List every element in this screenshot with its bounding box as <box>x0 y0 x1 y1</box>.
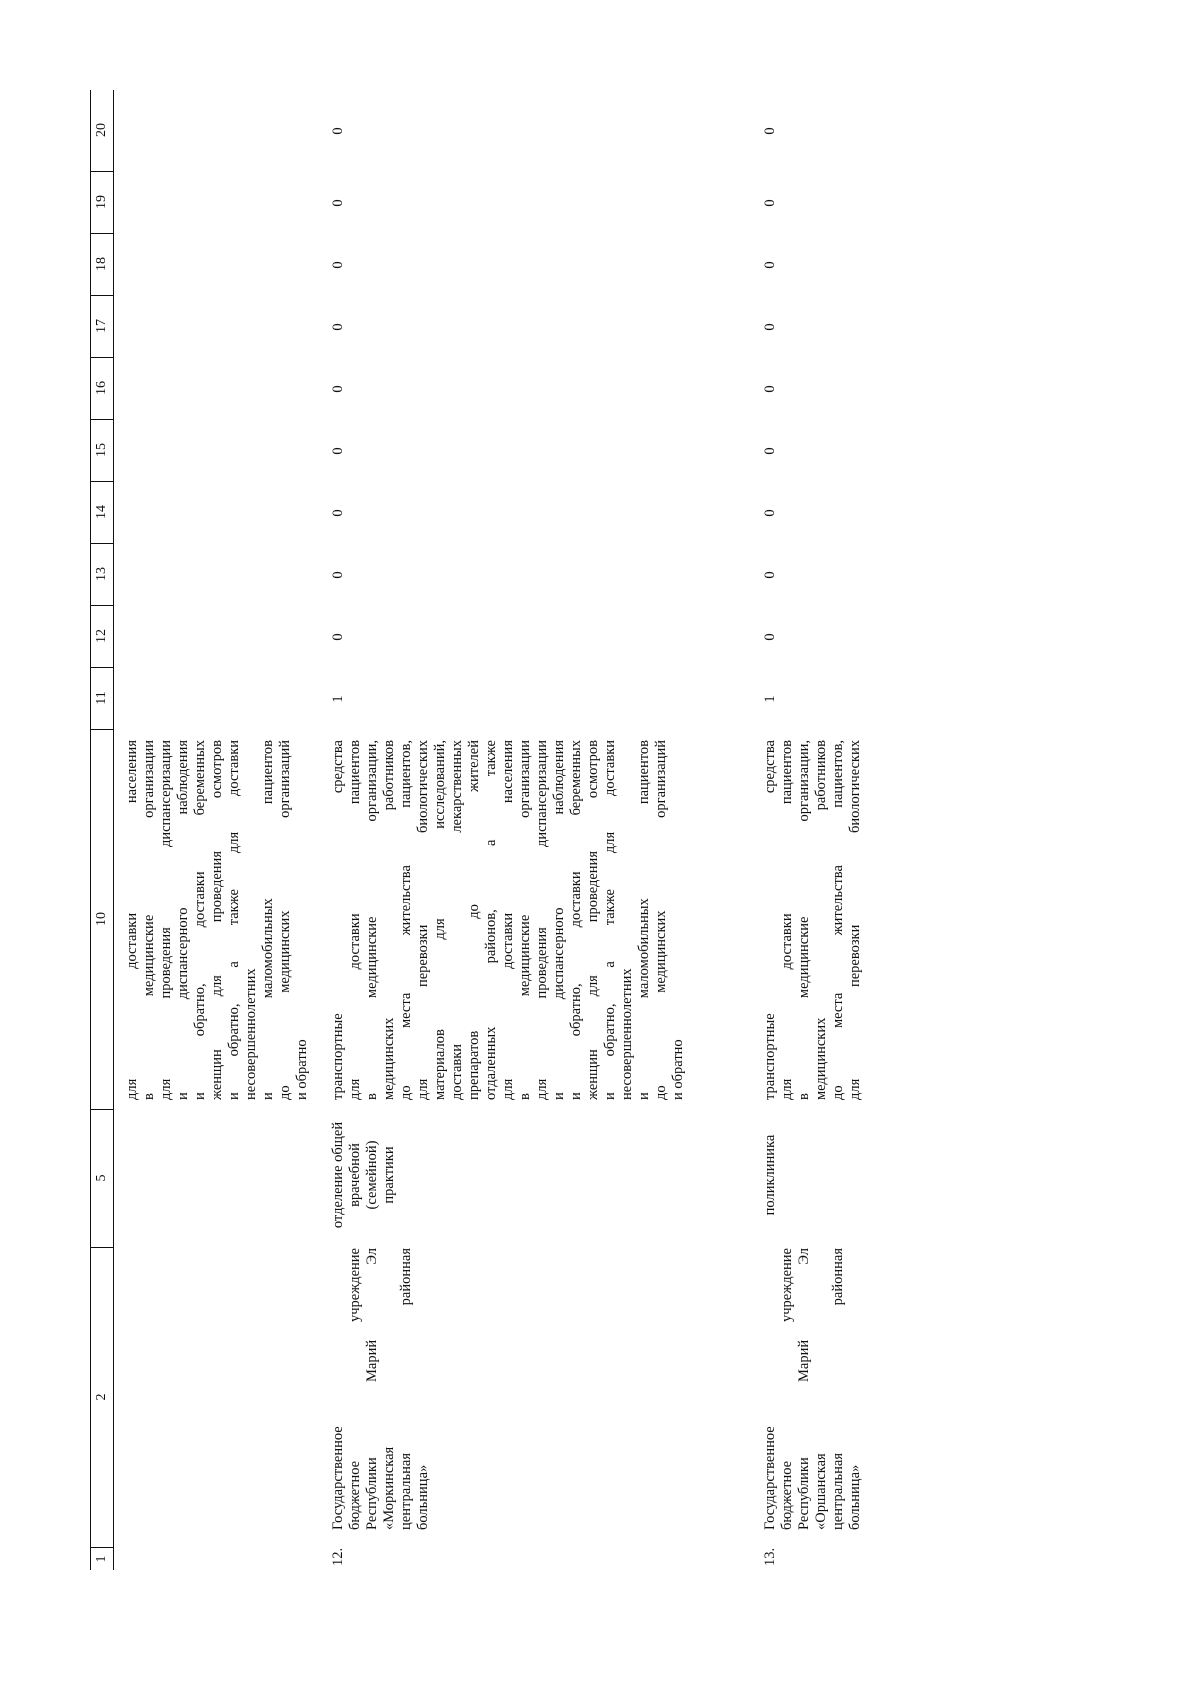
text-line: материалов для исследований, <box>432 740 448 1100</box>
text-line: поликлиника <box>762 1134 778 1216</box>
row-number: 12. <box>330 1547 346 1566</box>
text-line: Республики Марий Эл <box>796 1248 812 1530</box>
text-line: транспортные средства <box>330 740 346 1100</box>
text-line: женщин для проведения осмотров <box>585 740 601 1100</box>
col10-text <box>330 740 687 1100</box>
text-line: для перевозки биологических <box>847 740 863 1100</box>
text-line: практики <box>381 1146 397 1204</box>
value-cell: 0 <box>330 261 346 269</box>
value-cells <box>762 90 782 730</box>
organization-name <box>330 1248 432 1530</box>
text-line: врачебной <box>347 1143 363 1207</box>
text-line: транспортные средства <box>762 740 778 1100</box>
text-line: в медицинские организации, <box>364 740 380 1100</box>
value-cell: 0 <box>762 127 778 135</box>
text-line: (семейной) <box>364 1140 380 1210</box>
value-cell: 0 <box>330 633 346 641</box>
text-line: несовершеннолетних <box>243 968 259 1100</box>
value-cell: 0 <box>330 509 346 517</box>
text-line: отдаленных районов, а также <box>483 740 499 1100</box>
department-name <box>762 1120 779 1230</box>
value-cell: 0 <box>762 199 778 207</box>
text-line: в медицинские организации, <box>796 740 812 1100</box>
text-line: для перевозки биологических <box>415 740 431 1100</box>
text-line: центральная районная <box>398 1248 414 1530</box>
department-name <box>330 1120 398 1230</box>
header-cell: 5 <box>91 1109 113 1248</box>
text-line: и обратно, а также для доставки <box>226 740 242 1100</box>
text-line: для проведения диспансеризации <box>158 740 174 1100</box>
value-cell: 0 <box>330 199 346 207</box>
organization-name <box>762 1248 864 1530</box>
text-line: для доставки населения <box>500 740 516 1100</box>
text-line: и обратно, доставки беременных <box>568 740 584 1100</box>
text-line: для доставки населения <box>124 740 140 1100</box>
text-line: и обратно, доставки беременных <box>192 740 208 1100</box>
text-line: в медицинские организации <box>141 740 157 1100</box>
row-number: 13. <box>762 1547 778 1566</box>
text-line: медицинских работников <box>813 740 829 1100</box>
value-cell: 0 <box>330 385 346 393</box>
value-cell: 0 <box>762 509 778 517</box>
value-cell: 0 <box>762 447 778 455</box>
value-cell: 0 <box>762 385 778 393</box>
text-line: отделение общей <box>330 1121 346 1229</box>
value-cell: 0 <box>762 571 778 579</box>
text-line: и диспансерного наблюдения <box>551 740 567 1100</box>
text-line: для доставки пациентов <box>779 740 795 1100</box>
text-line: бюджетное учреждение <box>779 1248 795 1530</box>
text-line: и обратно <box>670 1039 686 1100</box>
text-line: бюджетное учреждение <box>347 1248 363 1530</box>
text-line: Государственное <box>330 1426 346 1530</box>
text-line: «Моркинская <box>381 1446 397 1530</box>
text-line: препаратов до жителей <box>466 740 482 1100</box>
text-line: больница» <box>415 1464 431 1530</box>
text-line: до места жительства пациентов, <box>398 740 414 1100</box>
col10-text <box>124 740 311 1100</box>
text-line: доставки лекарственных <box>449 740 465 1100</box>
header-cell: 20 <box>91 89 113 172</box>
text-line: «Оршанская <box>813 1453 829 1530</box>
value-cell: 0 <box>762 323 778 331</box>
header-cell: 15 <box>91 419 113 482</box>
header-cell: 12 <box>91 605 113 668</box>
text-line: несовершеннолетних <box>619 968 635 1100</box>
header-cell: 18 <box>91 233 113 296</box>
text-line: до медицинских организаций <box>653 740 669 1100</box>
col10-text <box>762 740 864 1100</box>
document-sheet <box>90 90 1150 1570</box>
text-line: для проведения диспансеризации <box>534 740 550 1100</box>
header-cell: 11 <box>91 667 113 730</box>
text-line: и маломобильных пациентов <box>636 740 652 1100</box>
value-cell: 0 <box>762 633 778 641</box>
text-line: женщин для проведения осмотров <box>209 740 225 1100</box>
text-line: Республики Марий Эл <box>364 1248 380 1530</box>
header-cell: 19 <box>91 171 113 234</box>
value-cell: 0 <box>330 447 346 455</box>
text-line: медицинских работников <box>381 740 397 1100</box>
header-cell: 10 <box>91 729 113 1110</box>
header-cell: 14 <box>91 481 113 544</box>
text-line: и диспансерного наблюдения <box>175 740 191 1100</box>
header-cell: 16 <box>91 357 113 420</box>
value-cell: 0 <box>330 127 346 135</box>
text-line: больница» <box>847 1464 863 1530</box>
text-line: Государственное <box>762 1426 778 1530</box>
value-cell: 0 <box>762 261 778 269</box>
text-line: и обратно <box>294 1039 310 1100</box>
header-cell: 13 <box>91 543 113 606</box>
text-line: центральная районная <box>830 1248 846 1530</box>
value-cell: 0 <box>330 571 346 579</box>
text-line: до медицинских организаций <box>277 740 293 1100</box>
value-cell: 1 <box>762 695 778 703</box>
text-line: и обратно, а также для доставки <box>602 740 618 1100</box>
text-line: в медицинские организации <box>517 740 533 1100</box>
value-cell: 1 <box>330 695 346 703</box>
value-cell: 0 <box>330 323 346 331</box>
text-line: до места жительства пациентов, <box>830 740 846 1100</box>
value-cells <box>330 90 350 730</box>
text-line: и маломобильных пациентов <box>260 740 276 1100</box>
text-line: для доставки пациентов <box>347 740 363 1100</box>
header-cell: 2 <box>91 1247 113 1548</box>
header-cell: 1 <box>94 1555 109 1563</box>
header-cell: 17 <box>91 295 113 358</box>
table-header <box>90 90 114 1570</box>
